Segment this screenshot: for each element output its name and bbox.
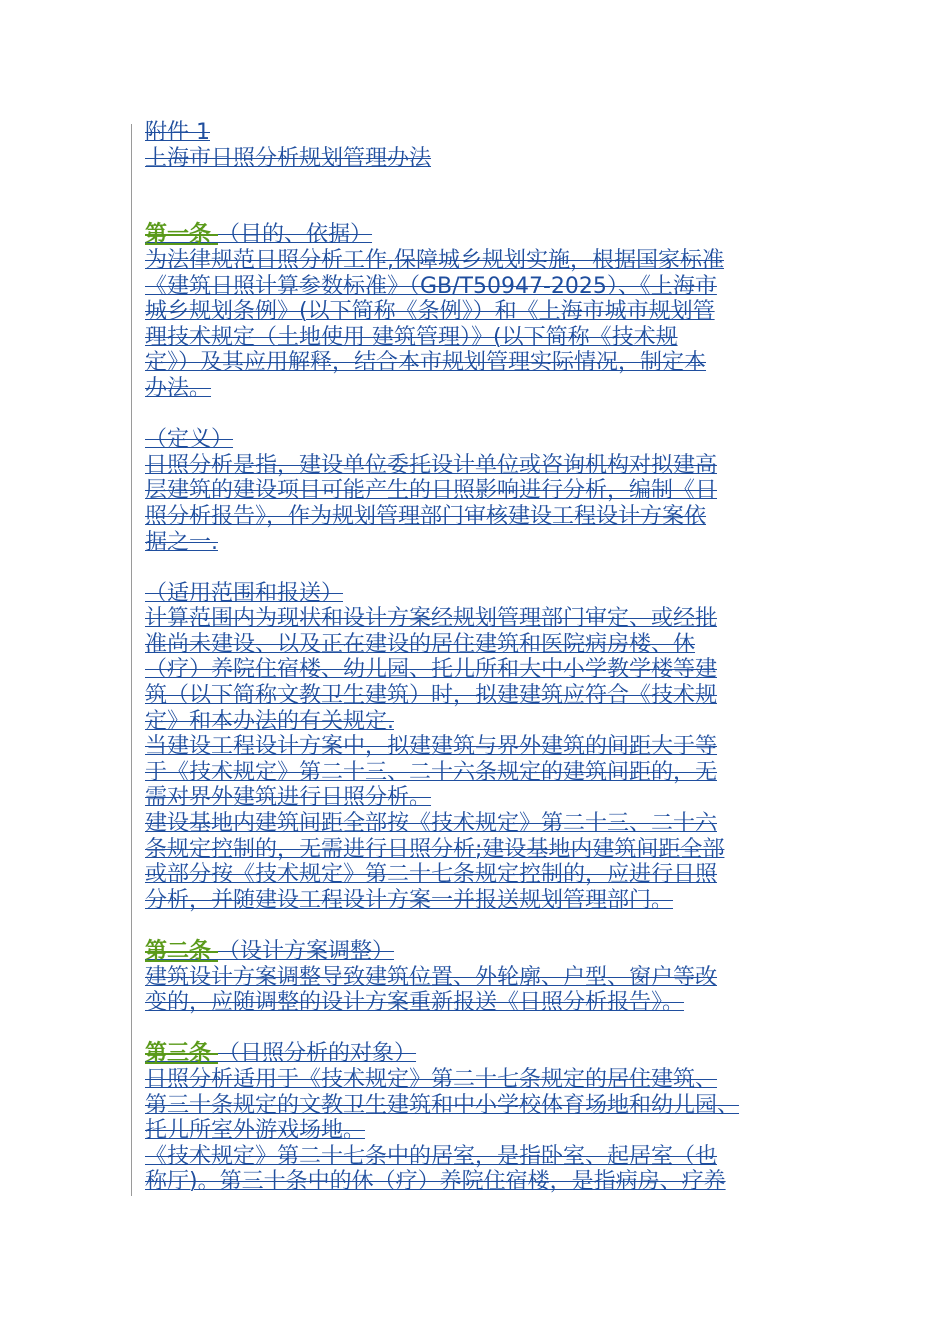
article3-heading: （日照分析的对象） <box>218 1041 417 1067</box>
article2-heading-line <box>145 939 835 965</box>
paragraph-line: 分析，并随建设工程设计方案一并报送规划管理部门。 <box>145 887 674 913</box>
paragraph-line: 需对界外建筑进行日照分析。 <box>145 785 432 811</box>
paragraph-line: 第三十条规定的文教卫生建筑和中小学校体育场地和幼儿园、 <box>145 1092 740 1118</box>
attachment-label: 附件 1 <box>145 120 210 145</box>
article3-heading-line <box>145 1041 835 1067</box>
article3-label: 第三条 <box>145 1041 212 1067</box>
article1-heading-line <box>145 222 835 248</box>
paragraph-line: 定》）及其应用解释，结合本市规划管理实际情况，制定本 <box>145 350 707 376</box>
paragraph-line: 建筑设计方案调整导致建筑位置、外轮廓、户型、窗户等改 <box>145 964 718 990</box>
paragraph-line: 日照分析适用于《技术规定》第二十七条规定的居住建筑、 <box>145 1066 718 1092</box>
revision-bar <box>131 124 132 1196</box>
document-title: 上海市日照分析规划管理办法 <box>145 145 432 171</box>
paragraph-line: 《建筑日照计算参数标准》（GB/T50947-2025）、《上海市 <box>145 273 717 299</box>
paragraph-line: 理技术规定（土地使用 建筑管理）》(以下简称《技术规 <box>145 324 678 350</box>
paragraph-line: 《技术规定》第二十七条中的居室，是指卧室、起居室（也 <box>145 1143 718 1169</box>
article2-heading: （设计方案调整） <box>218 939 395 964</box>
paragraph-line: 筑（以下简称文教卫生建筑）时，拟建建筑应符合《技术规 <box>145 683 718 709</box>
paragraph-line: （疗）养院住宿楼、幼儿园、托儿所和大中小学教学楼等建 <box>145 657 718 683</box>
paragraph-line: 当建设工程设计方案中，拟建建筑与界外建筑的间距大于等 <box>145 734 718 760</box>
scope-heading: （适用范围和报送） <box>145 580 344 606</box>
paragraph-line: 称厅)。第三十条中的休（疗）养院住宿楼，是指病房、疗养 <box>145 1169 726 1195</box>
paragraph-line: 计算范围内为现状和设计方案经规划管理部门审定、或经批 <box>145 606 718 632</box>
paragraph-line: 定》和本办法的有关规定. <box>145 708 394 734</box>
paragraph-line: 办法。 <box>145 375 212 401</box>
paragraph-line: 或部分按《技术规定》第二十七条规定控制的，应进行日照 <box>145 862 718 888</box>
paragraph-line: 城乡规划条例》(以下简称《条例》）和《上海市城市规划管 <box>145 299 715 325</box>
article1-heading: （目的、依据） <box>218 222 373 248</box>
paragraph-line: 条规定控制的，无需进行日照分析;建设基地内建筑间距全部 <box>145 836 725 862</box>
article2-label: 第二条 <box>145 939 212 964</box>
paragraph-line: 为法律规范日照分析工作,保障城乡规划实施，根据国家标准 <box>145 247 724 273</box>
paragraph-line: 日照分析是指，建设单位委托设计单位或咨询机构对拟建高 <box>145 452 718 478</box>
paragraph-line: 层建筑的建设项目可能产生的日照影响进行分析，编制《日 <box>145 478 718 504</box>
article1-label: 第一条 <box>145 222 212 248</box>
document-body <box>145 120 835 1195</box>
paragraph-line: 照分析报告》，作为规划管理部门审核建设工程设计方案依 <box>145 503 707 529</box>
paragraph-line: 托儿所室外游戏场地。 <box>145 1118 366 1144</box>
paragraph-line: 变的，应随调整的设计方案重新报送《日照分析报告》。 <box>145 990 685 1016</box>
paragraph-line: 据之一. <box>145 529 218 555</box>
paragraph-line: 建设基地内建筑间距全部按《技术规定》第二十三、二十六 <box>145 811 718 837</box>
paragraph-line: 于《技术规定》第二十三、二十六条规定的建筑间距的，无 <box>145 759 718 785</box>
definition-heading: （定义） <box>145 427 234 453</box>
paragraph-line: 准尚未建设、以及正在建设的居住建筑和医院病房楼、休 <box>145 631 696 657</box>
